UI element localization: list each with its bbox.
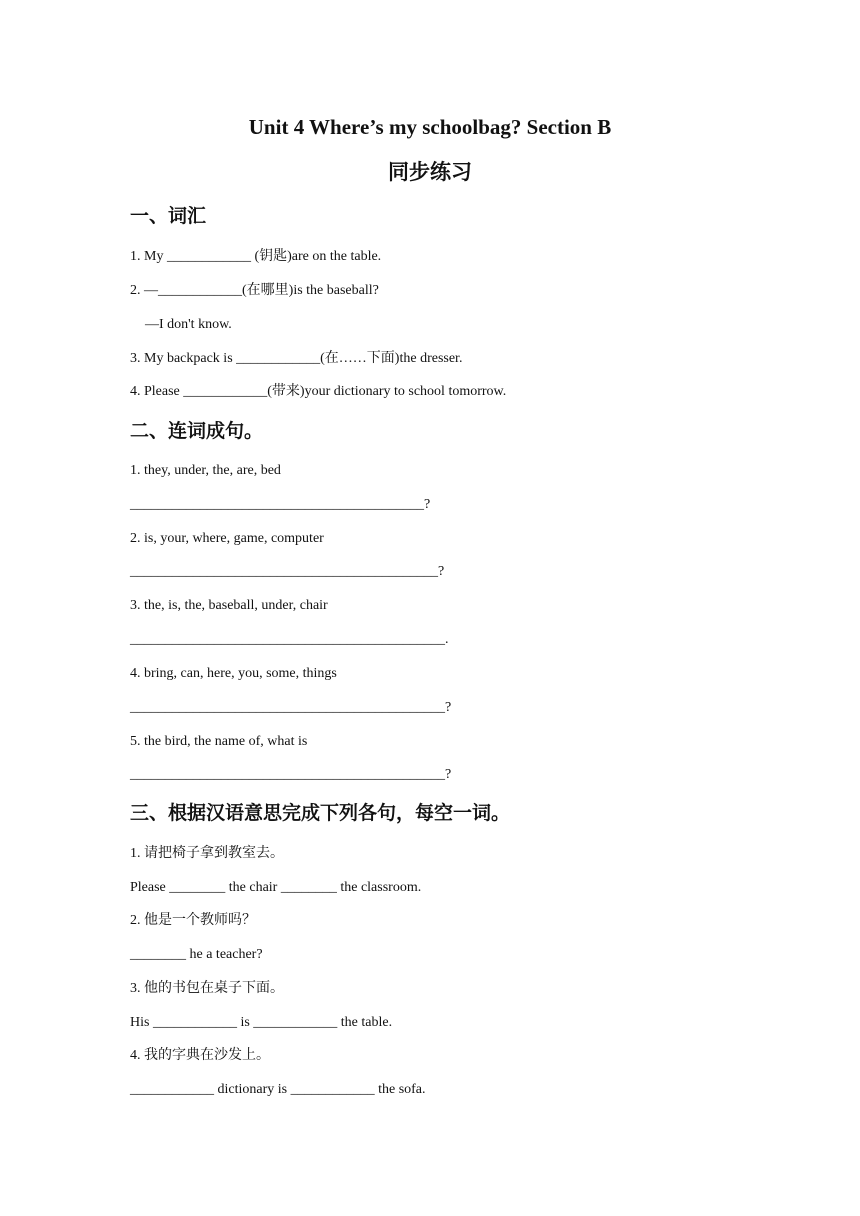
translation-chinese-4: 4. 我的字典在沙发上。: [130, 1048, 270, 1063]
translation-english-3: His ____________ is ____________ the table.: [130, 1015, 393, 1030]
word-order-prompt-5: 5. the bird, the name of, what is: [130, 734, 308, 749]
word-order-answer-line-2: ____________________________________________?: [130, 564, 445, 579]
translation-english-2: ________ he a teacher?: [130, 947, 263, 962]
word-order-prompt-4: 4. bring, can, here, you, some, things: [130, 666, 337, 681]
worksheet-subtitle: 同步练习: [388, 160, 472, 184]
section-heading-vocabulary: 一、词汇: [130, 206, 207, 227]
word-order-answer-line-4: _____________________________________________?: [130, 700, 452, 715]
word-order-answer-line-1: __________________________________________?: [130, 497, 431, 512]
word-order-prompt-2: 2. is, your, where, game, computer: [130, 531, 324, 546]
translation-chinese-1: 1. 请把椅子拿到教室去。: [130, 846, 284, 861]
section-heading-translation: 三、根据汉语意思完成下列各句，每空一词。: [130, 803, 511, 824]
translation-english-4: ____________ dictionary is ____________ the sofa.: [130, 1082, 426, 1097]
word-order-prompt-1: 1. they, under, the, are, bed: [130, 463, 281, 478]
section-heading-word-order: 二、连词成句。: [130, 421, 264, 442]
vocab-item-3: 3. My backpack is ____________(在……下面)the dresser.: [130, 351, 463, 366]
translation-chinese-3: 3. 他的书包在桌子下面。: [130, 981, 284, 996]
translation-chinese-2: 2. 他是一个教师吗？: [130, 913, 256, 928]
word-order-prompt-3: 3. the, is, the, baseball, under, chair: [130, 598, 328, 613]
vocab-item-2: 2. —____________(在哪里)is the baseball?: [130, 283, 379, 298]
vocab-item-2-reply: —I don't know.: [145, 317, 232, 332]
worksheet-title: Unit 4 Where’s my schoolbag? Section B: [248, 115, 612, 139]
vocab-item-1: 1. My ____________ (钥匙)are on the table.: [130, 249, 382, 264]
word-order-answer-line-3: _____________________________________________.: [130, 632, 449, 647]
translation-english-1: Please ________ the chair ________ the classroom.: [130, 880, 422, 895]
word-order-answer-line-5: _____________________________________________?: [130, 767, 452, 782]
vocab-item-4: 4. Please ____________(带来)your dictionary to school tomorrow.: [130, 384, 507, 399]
